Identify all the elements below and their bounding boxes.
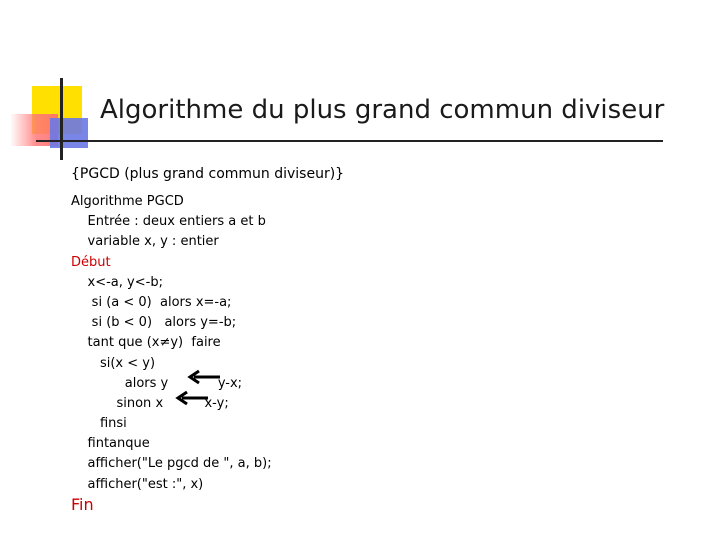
cond-a: (a < 0) <box>106 294 152 310</box>
fintanque-keyword: fintanque <box>87 436 150 452</box>
tantque-cond: (x≠y) <box>146 335 184 351</box>
variable-sep: : <box>171 234 177 250</box>
sinon-keyword: sinon <box>116 395 152 411</box>
slide-title: Algorithme du plus grand commun diviseur <box>100 95 665 125</box>
entree-text: deux entiers a et b <box>142 214 266 230</box>
fintanque-line <box>71 434 272 454</box>
alors-keyword: alors <box>160 294 192 310</box>
logo-vertical-line <box>60 78 63 160</box>
si-a-line <box>71 293 272 313</box>
tantque-line <box>71 333 272 353</box>
sinon-var: x <box>155 395 164 411</box>
sinon-expr: x-y; <box>204 395 229 411</box>
afficher-args: ("est :", x) <box>136 476 204 492</box>
variable-label: variable <box>87 234 140 250</box>
alors-keyword: alors <box>124 375 157 391</box>
assign-init-line <box>71 273 272 293</box>
stmt-b: y=-b; <box>200 315 237 331</box>
si-keyword: si <box>91 315 103 331</box>
faire-keyword: faire <box>191 335 221 351</box>
assign-init: x<-a, y<-b; <box>87 274 163 290</box>
tantque-keyword: tant que <box>87 335 143 351</box>
stmt-a: x=-a; <box>195 294 232 310</box>
title-underline <box>36 140 663 142</box>
fin-keyword: Fin <box>71 494 94 514</box>
assign-arrow-icon <box>174 389 210 407</box>
si-xy-line <box>71 354 272 374</box>
alors-keyword: alors <box>164 315 197 331</box>
si-keyword: si <box>91 294 103 310</box>
intro-text: {PGCD (plus grand commun diviseur)} <box>71 166 345 182</box>
afficher-line-2 <box>71 475 272 495</box>
variable-names: x, y <box>144 234 168 250</box>
afficher-line-1 <box>71 454 272 474</box>
alors-var: y <box>160 375 169 391</box>
afficher-args: ("Le pgcd de ", a, b); <box>136 456 272 472</box>
cond-b: (b < 0) <box>106 315 153 331</box>
cond-xy: (x < y) <box>110 355 156 371</box>
assign-arrow-icon <box>186 368 222 386</box>
finsi-keyword: finsi <box>99 416 127 432</box>
sinon-line <box>71 394 272 414</box>
algo-header: Algorithme PGCD <box>71 194 184 209</box>
alors-line <box>71 374 272 394</box>
variable-line <box>71 232 272 252</box>
entree-line <box>71 212 272 232</box>
debut-keyword: Début <box>71 254 111 270</box>
entree-label: Entrée : <box>87 214 139 230</box>
finsi-line <box>71 414 272 434</box>
si-b-line <box>71 313 272 333</box>
variable-type: entier <box>180 234 219 250</box>
afficher-keyword: afficher <box>87 456 137 472</box>
si-keyword: si <box>99 355 111 371</box>
logo-blue-square <box>50 118 88 148</box>
alors-expr: y-x; <box>217 375 243 391</box>
afficher-keyword: afficher <box>87 476 137 492</box>
algorithm-block <box>71 192 272 515</box>
